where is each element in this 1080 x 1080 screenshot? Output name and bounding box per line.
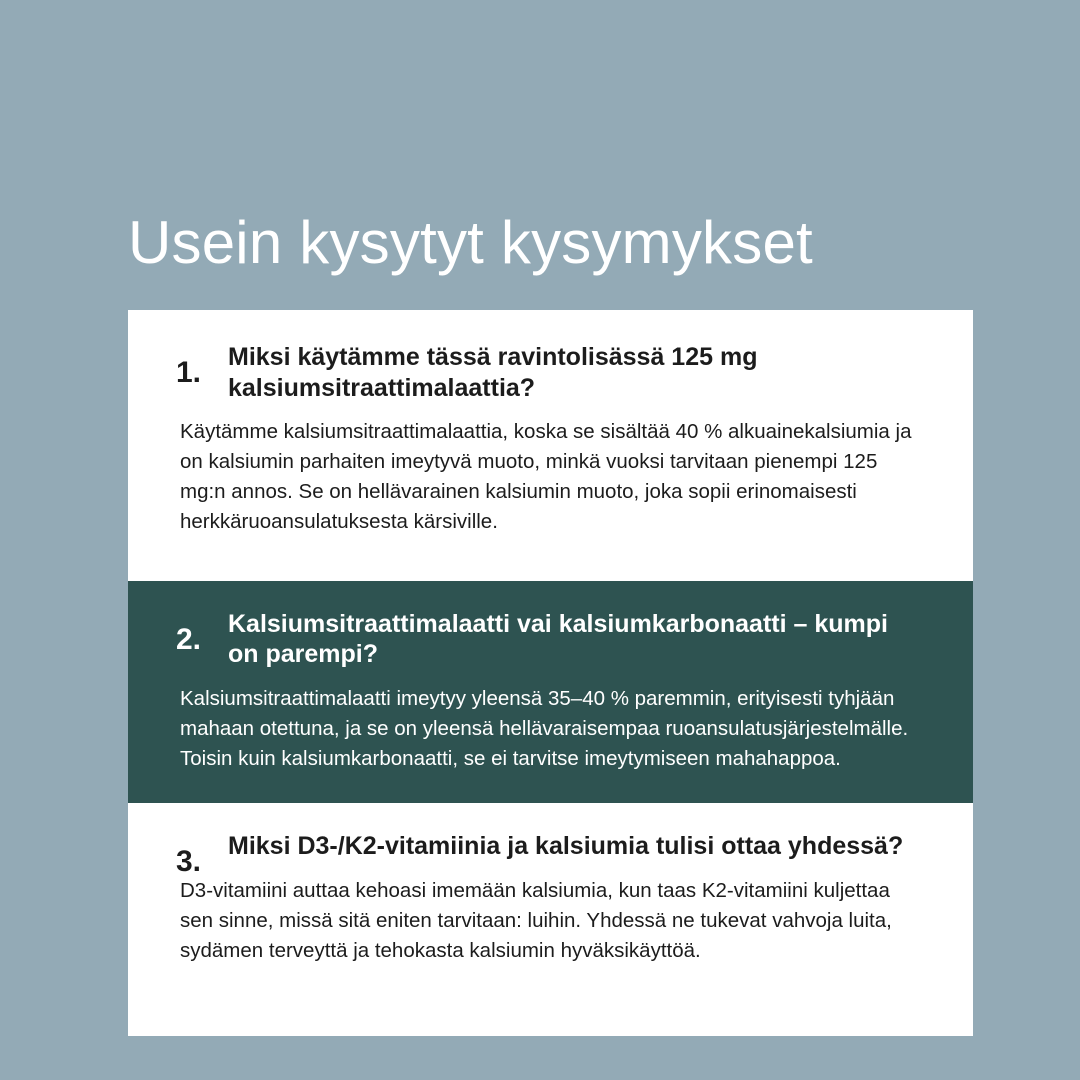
faq-item-body [180,609,923,774]
faq-item-answer: D3-vitamiini auttaa kehoasi imemään kalsiumia, kun taas K2-vitamiini kuljettaa sen sinne, missä sitä eniten tarvitaan: luihin. Yhdessä ne tukevat vahvoja luita, sydämen terveyttä ja tehokasta kalsiumin hyväksikäyttöä. [180,878,892,962]
faq-item-number: 3. [176,845,202,879]
faq-item-question: Miksi D3-/K2-vitamiinia ja kalsiumia tulisi ottaa yhdessä? [228,832,904,861]
faq-item-body [180,831,923,965]
faq-item [128,581,973,804]
faq-list [128,310,973,1036]
faq-item-question: Miksi käytämme tässä ravintolisässä 125 mg kalsiumsitraattimalaattia? [228,343,758,402]
faq-item-question: Kalsiumsitraattimalaatti vai kalsiumkarbonaatti – kumpi on parempi? [228,609,888,669]
faq-item [128,803,973,1035]
faq-item-answer: Kalsiumsitraattimalaatti imeytyy yleensä 35–40 % paremmin, erityisesti tyhjään mahaan otettuna, ja se on yleensä hellävaraisempaa ruoansulatusjärjestelmälle. Toisin kuin kalsiumkarbonaatti, se ei tarvitse imeytymiseen mahahappoa. [180,686,909,770]
faq-item-body [180,342,923,537]
page-title: Usein kysytyt kysymykset [128,209,813,277]
faq-item-number: 2. [176,622,202,656]
faq-item [128,310,973,581]
faq-item-number: 1. [176,356,202,389]
faq-item-answer: Käytämme kalsiumsitraattimalaattia, koska se sisältää 40 % alkuainekalsiumia ja on kalsiumin parhaiten imeytyvä muoto, minkä vuoksi tarvitaan pienempi 125 mg:n annos. Se on hellävarainen kalsiumin muoto, joka sopii erinomaisesti herkkäruoansulatuksesta kärsiville. [180,420,912,533]
